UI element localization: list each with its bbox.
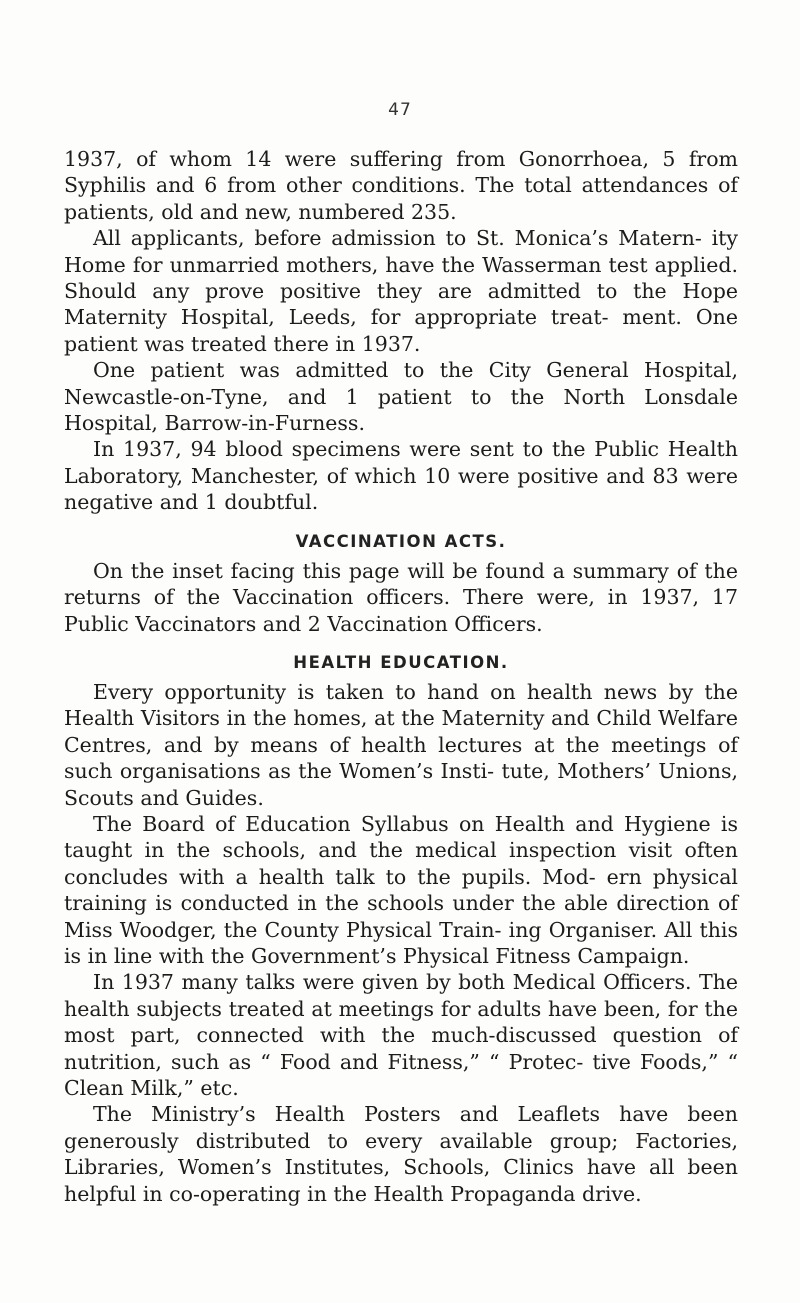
paragraph-intro-1: 1937, of whom 14 were suffering from Gonorrhoea, 5 from Syphilis and 6 from other conditions. The total attendances of patients, old and new, numbered 235. (64, 147, 738, 224)
section-heading-vaccination: VACCINATION ACTS. (295, 531, 507, 551)
paragraph-health-education-3: In 1937 many talks were given by both Medical Officers. The health subjects treated at meetings for adults have been, for the most part, connected with the much-discussed question of nutrition, such as “ Food and Fitness,” “ Protec- tive Foods,” “ Clean Milk,” etc. (64, 970, 738, 1100)
paragraph-health-education-4: The Ministry’s Health Posters and Leaflets have been generously distributed to every available group; Factories, Libraries, Women’s Institutes, Schools, Clinics have all been helpful in co-operating in the Health Propaganda drive. (64, 1102, 738, 1206)
body-text (64, 146, 738, 1207)
paragraph-vaccination-1: On the inset facing this page will be found a summary of the returns of the Vaccination officers. There were, in 1937, 17 Public Vaccinators and 2 Vaccination Officers. (64, 558, 738, 636)
paragraph-health-education-1: Every opportunity is taken to hand on health news by the Health Visitors in the homes, at the Maternity and Child Welfare Centres, and by means of health lectures at the meetings of such organisations as the Women’s Insti- tute, Mothers’ Unions, Scouts and Guides. (64, 679, 738, 810)
section-heading-health-education: HEALTH EDUCATION. (293, 652, 509, 672)
page-number: 47 (388, 100, 412, 120)
paragraph-health-education-2: The Board of Education Syllabus on Health and Hygiene is taught in the schools, and the medical inspection visit often concludes with a health talk to the pupils. Mod- ern physical training is conducted in the schools under the able direction of Miss Woodger, the County Physical Train- ing Organiser. All this is in line with the Government’s Physical Fitness Campaign. (64, 811, 738, 968)
paragraph-intro-2: All applicants, before admission to St. Monica’s Matern- ity Home for unmarried mothers, have the Wasserman test applied. Should any prove positive they are admitted to the Hope Maternity Hospital, Leeds, for appropriate treat- ment. One patient was treated there in 1937. (64, 226, 738, 356)
paragraph-intro-4: In 1937, 94 blood specimens were sent to the Public Health Laboratory, Manchester, of which 10 were positive and 83 were negative and 1 doubtful. (64, 437, 738, 515)
paragraph-intro-3: One patient was admitted to the City General Hospital, Newcastle-on-Tyne, and 1 patient to the North Lonsdale Hospital, Barrow-in-Furness. (64, 358, 738, 436)
